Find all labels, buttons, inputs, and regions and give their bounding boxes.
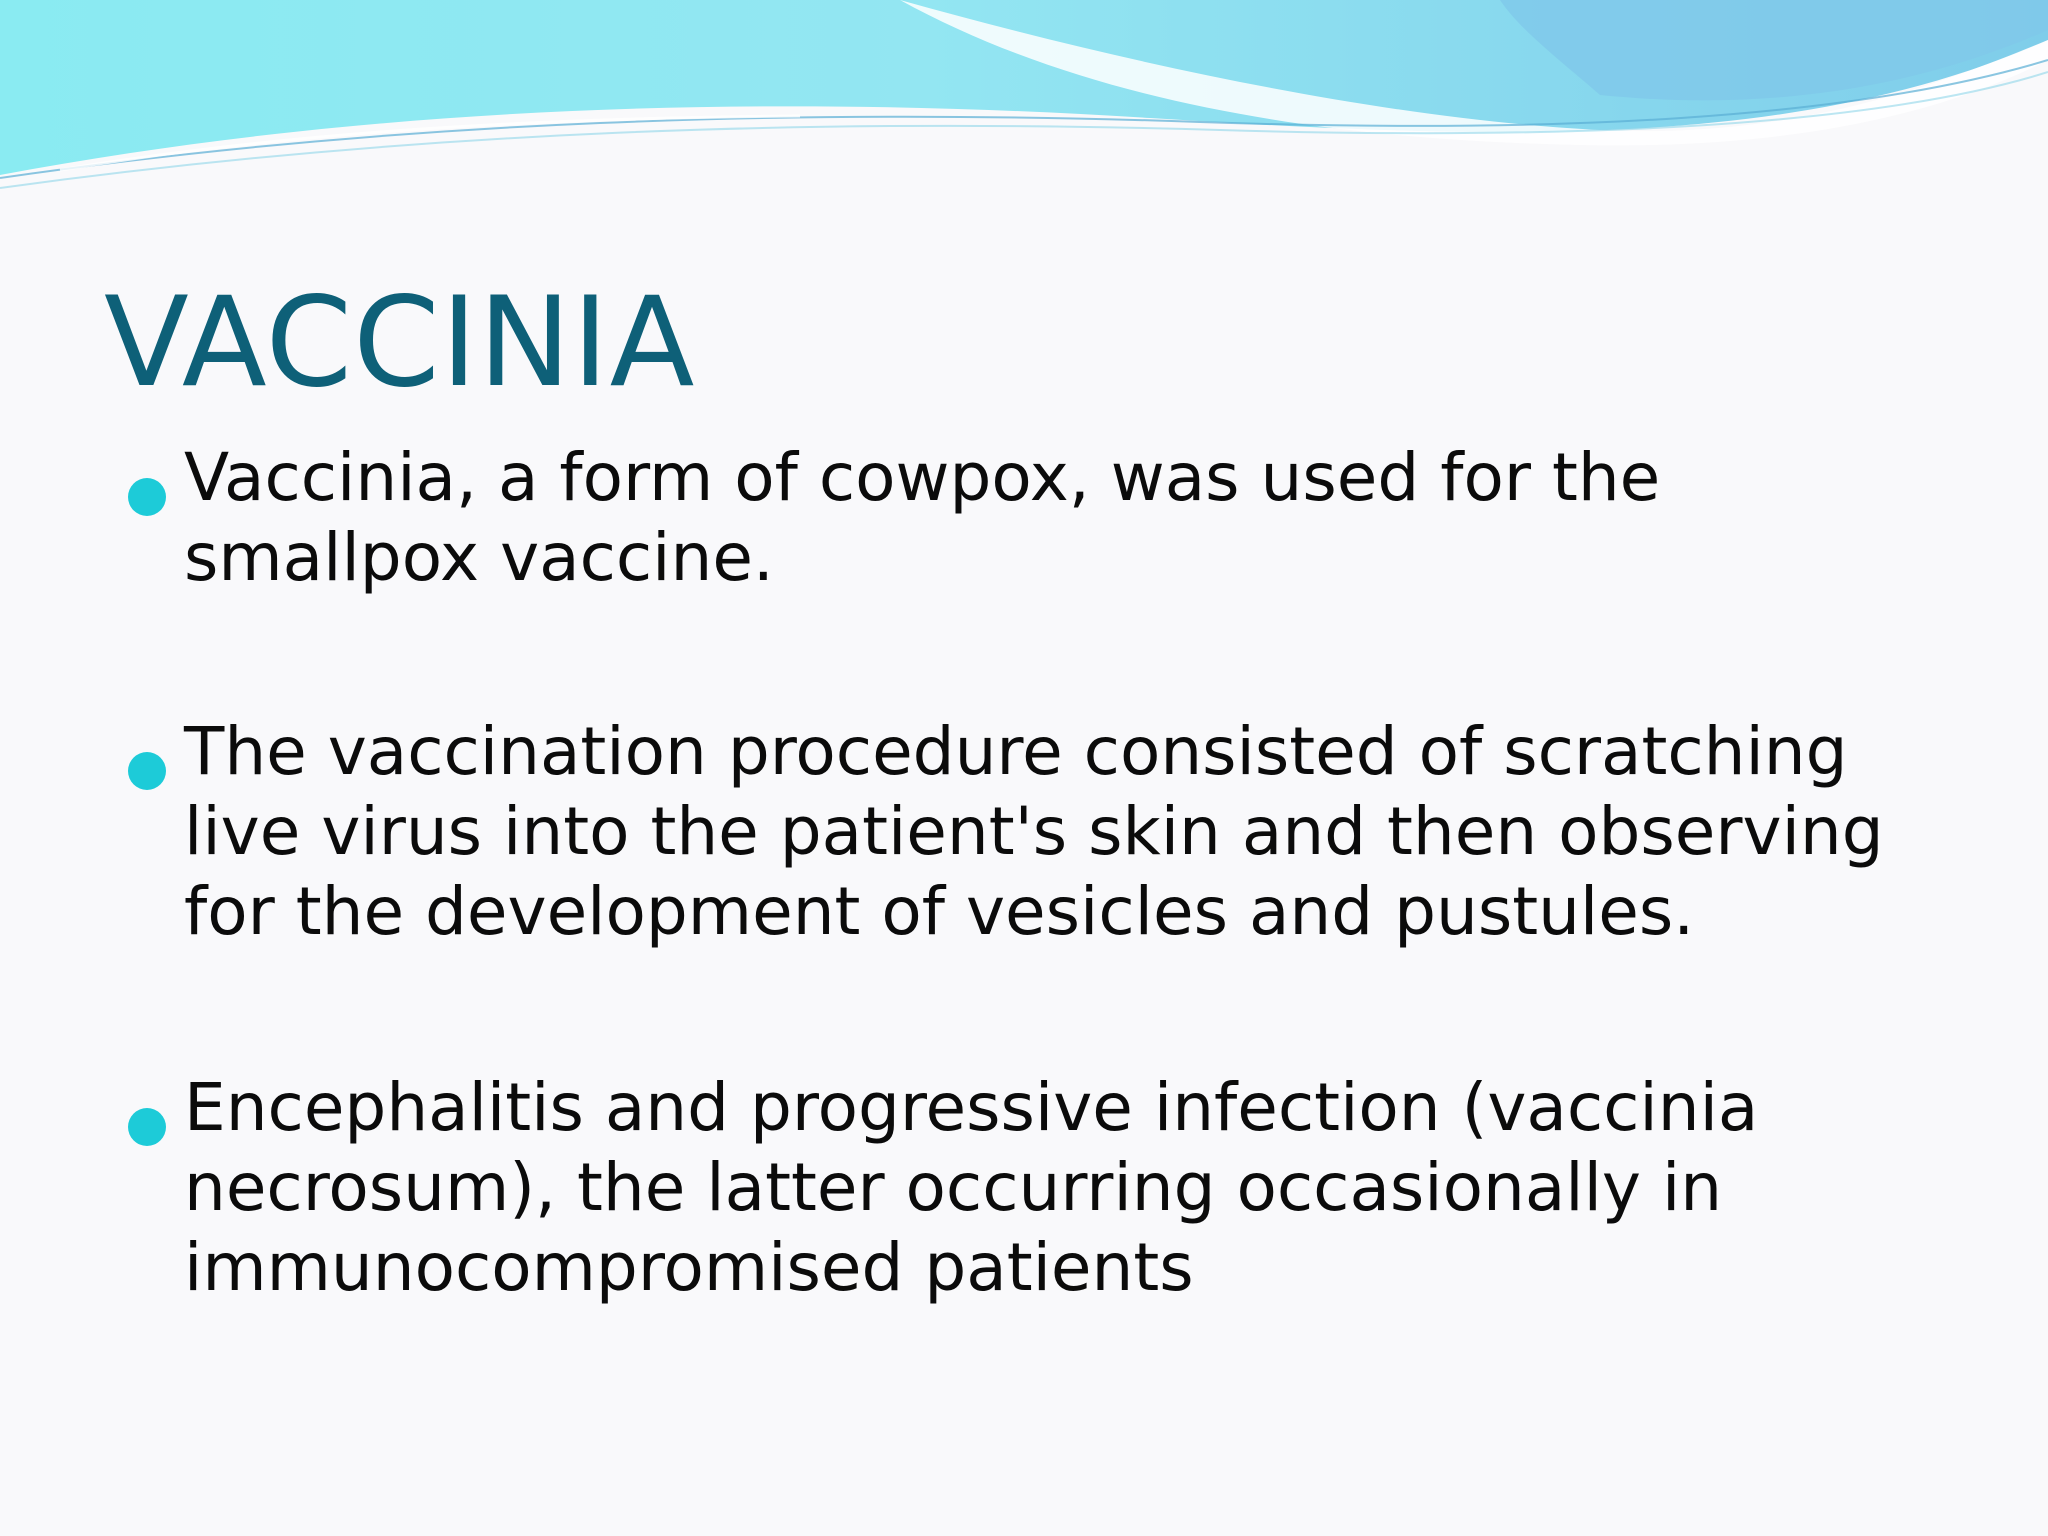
bullet-dot-icon	[128, 478, 166, 516]
bullet-text: Encephalitis and progressive infection (vaccinia necrosum), the latter occurring occasionally in immunocompromised patients	[184, 1069, 1759, 1306]
bullet-dot-icon	[128, 1108, 166, 1146]
bullet-text: Vaccinia, a form of cowpox, was used for the smallpox vaccine.	[184, 439, 1661, 596]
bullet-dot-icon	[128, 752, 166, 790]
bullet-text: The vaccination procedure consisted of scratching live virus into the patient's skin and then observing for the development of vesicles and pustules.	[184, 713, 1884, 950]
slide-title: VACCINIA	[104, 271, 696, 415]
